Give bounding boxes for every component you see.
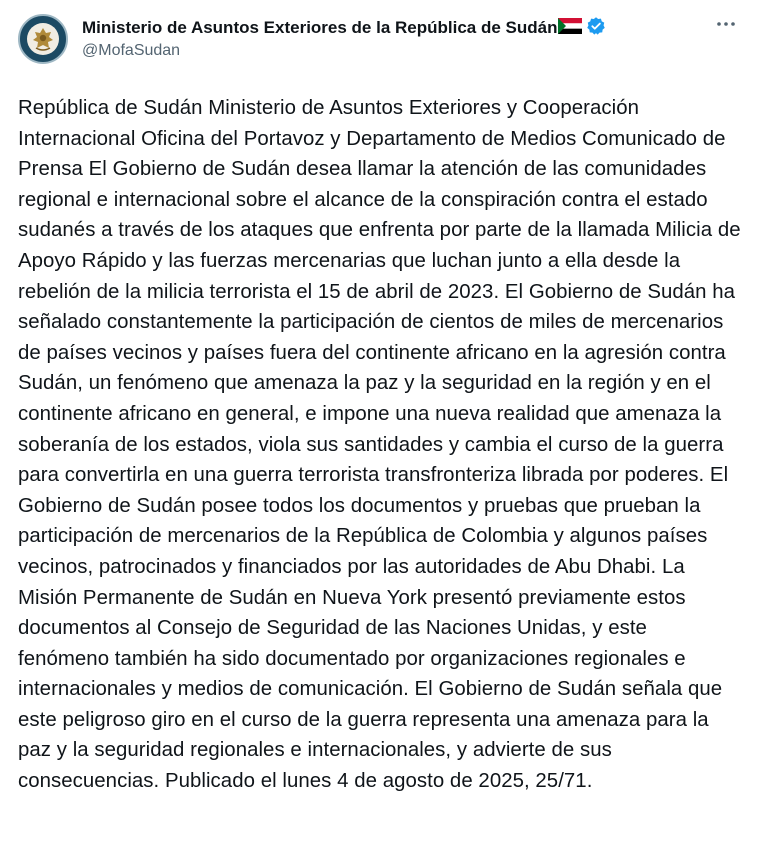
sudan-flag-icon: [558, 18, 582, 39]
more-options-icon[interactable]: [714, 14, 738, 34]
ministry-emblem-icon: [25, 21, 61, 57]
tweet-text: República de Sudán Ministerio de Asuntos Exteriores y Cooperación Internacional Oficina del Portavoz y Departamento de Medios Comunicado de Prensa El Gobierno de Sudán desea llamar la atención de las comunidades regional e internacional sobre el alcance de la conspiración contra el estado sudanés a través de los ataques que enfrenta por parte de la llamada Milicia de Apoyo Rápido y las fuerzas mercenarias que luchan junto a ella desde la rebelión de la milicia terrorista el 15 de abril de 2023. El Gobierno de Sudán ha señalado constantemente la participación de cientos de miles de mercenarios de países vecinos y países fuera del continente africano en la agresión contra Sudán, un fenómeno que amenaza la paz y la seguridad en la región y en el continente africano en general, e impone una nueva realidad que amenaza la soberanía de los estados, viola sus santidades y cambia el curso de la guerra para convertirla en una guerra terrorista transfronteriza librada por poderes. El Gobierno de Sudán posee todos los documentos y pruebas que prueban la participación de mercenarios de la República de Colombia y algunos países vecinos, patrocinados y financiados por las autoridades de Abu Dhabi. La Misión Permanente de Sudán en Nueva York presentó previamente estos documentos al Consejo de Seguridad de las Naciones Unidas, y este fenómeno también ha sido documentado por organizaciones regionales e internacionales y medios de comunicación. El Gobierno de Sudán señala que este peligroso giro en el curso de la guerra representa una amenaza para la paz y la seguridad regionales e internacionales, y advierte de sus consecuencias. Publicado el lunes 4 de agosto de 2025, 25/71.: [18, 97, 741, 793]
account-names: [82, 12, 606, 60]
avatar[interactable]: [18, 14, 68, 64]
account-handle[interactable]: @MofaSudan: [82, 42, 181, 59]
tweet-header: [18, 12, 744, 74]
display-name[interactable]: Ministerio de Asuntos Exteriores de la República de Sudán: [82, 18, 558, 37]
verified-badge-icon: [586, 16, 606, 41]
display-name-row: [82, 16, 606, 40]
